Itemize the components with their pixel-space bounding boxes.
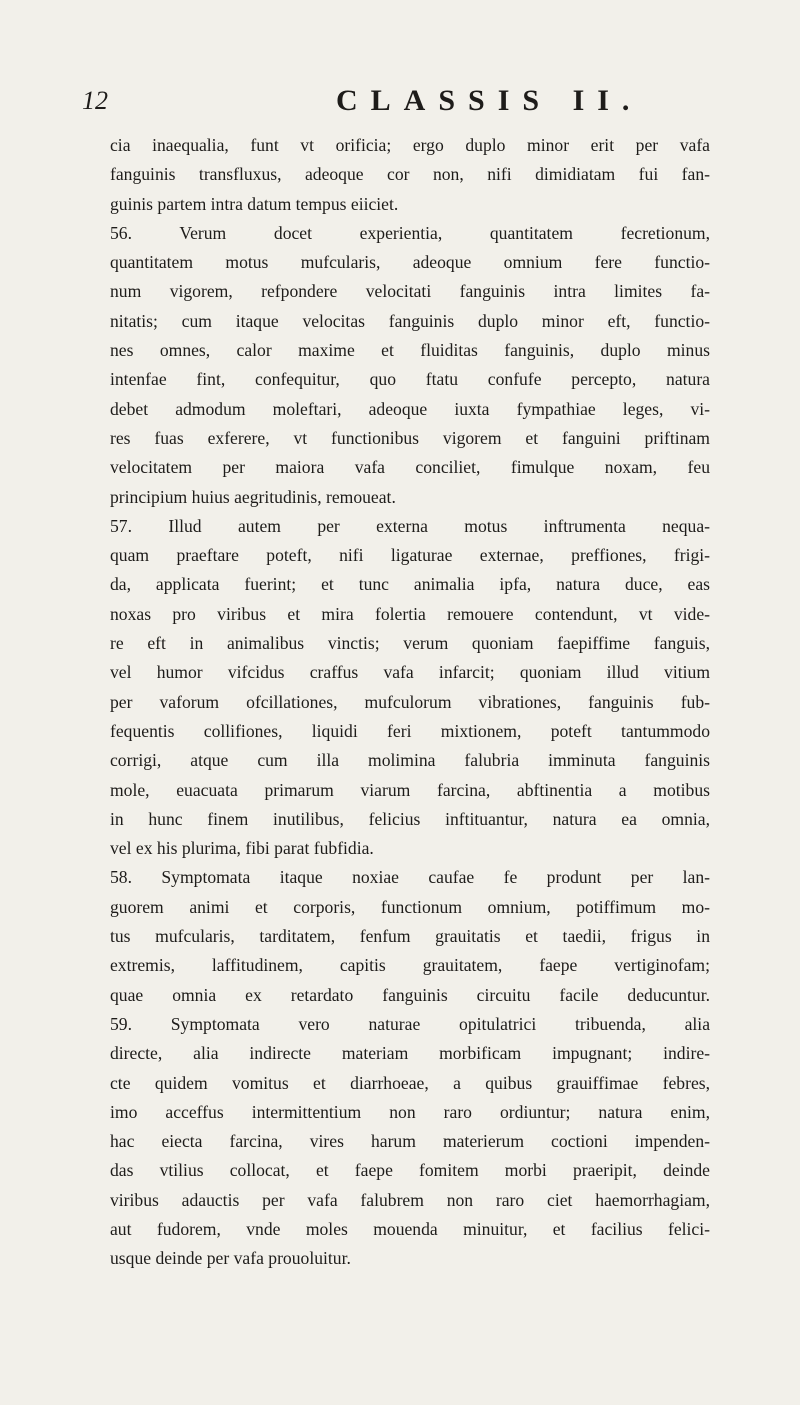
text-line: quantitatem motus mufcularis, adeoque omnium fere functio- <box>110 252 710 273</box>
text-line: guorem animi et corporis, functionum omnium, potiffimum mo- <box>110 896 710 917</box>
text-line: viribus adauctis per vafa falubrem non raro ciet haemorrhagiam, <box>110 1189 710 1210</box>
text-line: vel humor vifcidus craffus vafa infarcit; quoniam illud vitium <box>110 662 710 683</box>
text-line: nes omnes, calor maxime et fluiditas fanguinis, duplo minus <box>110 340 710 361</box>
text-line: da, applicata fuerint; et tunc animalia ipfa, natura duce, eas <box>110 574 710 595</box>
text-line: vel ex his plurima, fibi parat fubfidia. <box>110 838 374 859</box>
text-line: in hunc finem inutilibus, felicius inftituantur, natura ea omnia, <box>110 808 710 829</box>
text-line: velocitatem per maiora vafa conciliet, fimulque noxam, feu <box>110 457 710 478</box>
text-line: num vigorem, refpondere velocitati fanguinis intra limites fa- <box>110 281 710 302</box>
text-line: debet admodum moleftari, adeoque iuxta fympathiae leges, vi- <box>110 398 710 419</box>
text-line: directe, alia indirecte materiam morbificam impugnant; indire- <box>110 1043 710 1064</box>
text-line: hac eiecta farcina, vires harum materierum coctioni impenden- <box>110 1131 710 1152</box>
text-line: noxas pro viribus et mira folertia remouere contendunt, vt vide- <box>110 603 710 624</box>
text-line: nitatis; cum itaque velocitas fanguinis duplo minor eft, functio- <box>110 310 710 331</box>
running-head: CLASSIS II. <box>336 84 643 117</box>
text-line: corrigi, atque cum illa molimina falubria imminuta fanguinis <box>110 750 710 771</box>
text-line: per vaforum ofcillationes, mufculorum vibrationes, fanguinis fub- <box>110 691 710 712</box>
body-text <box>110 131 710 1274</box>
text-line: usque deinde per vafa prouoluitur. <box>110 1248 351 1269</box>
text-line: extremis, laffitudinem, capitis grauitatem, faepe vertiginofam; <box>110 955 710 976</box>
page-number: 12 <box>82 86 108 115</box>
text-line: imo acceffus intermittentium non raro ordiuntur; natura enim, <box>110 1101 710 1122</box>
text-line: fanguinis transfluxus, adeoque cor non, nifi dimidiatam fui fan- <box>110 164 710 185</box>
text-line: 58. Symptomata itaque noxiae caufae fe produnt per lan- <box>110 867 710 888</box>
text-line: mole, euacuata primarum viarum farcina, abftinentia a motibus <box>110 779 710 800</box>
text-line: guinis partem intra datum tempus eiiciet. <box>110 193 399 214</box>
text-line: aut fudorem, vnde moles mouenda minuitur, et facilius felici- <box>110 1218 710 1239</box>
page-header <box>0 84 800 124</box>
text-line: principium huius aegritudinis, remoueat. <box>110 486 396 507</box>
text-line: 59. Symptomata vero naturae opitulatrici tribuenda, alia <box>110 1013 710 1034</box>
text-line: 57. Illud autem per externa motus inftrumenta nequa- <box>110 515 710 536</box>
text-line: das vtilius collocat, et faepe fomitem morbi praeripit, deinde <box>110 1160 710 1181</box>
text-line: intenfae fint, confequitur, quo ftatu confufe percepto, natura <box>110 369 710 390</box>
text-line: quae omnia ex retardato fanguinis circuitu facile deducuntur. <box>110 984 710 1005</box>
text-line: cia inaequalia, funt vt orificia; ergo duplo minor erit per vafa <box>110 135 710 155</box>
text-line: re eft in animalibus vinctis; verum quoniam faepiffime fanguis, <box>110 633 710 654</box>
text-line: res fuas exferere, vt functionibus vigorem et fanguini priftinam <box>110 427 710 448</box>
text-line: quam praeftare poteft, nifi ligaturae externae, preffiones, frigi- <box>110 545 710 566</box>
text-line: tus mufcularis, tarditatem, fenfum grauitatis et taedii, frigus in <box>110 926 710 947</box>
text-line: fequentis collifiones, liquidi feri mixtionem, poteft tantummodo <box>110 720 710 741</box>
text-line: 56. Verum docet experientia, quantitatem fecretionum, <box>110 222 710 243</box>
text-line: cte quidem vomitus et diarrhoeae, a quibus grauiffimae febres, <box>110 1072 710 1093</box>
